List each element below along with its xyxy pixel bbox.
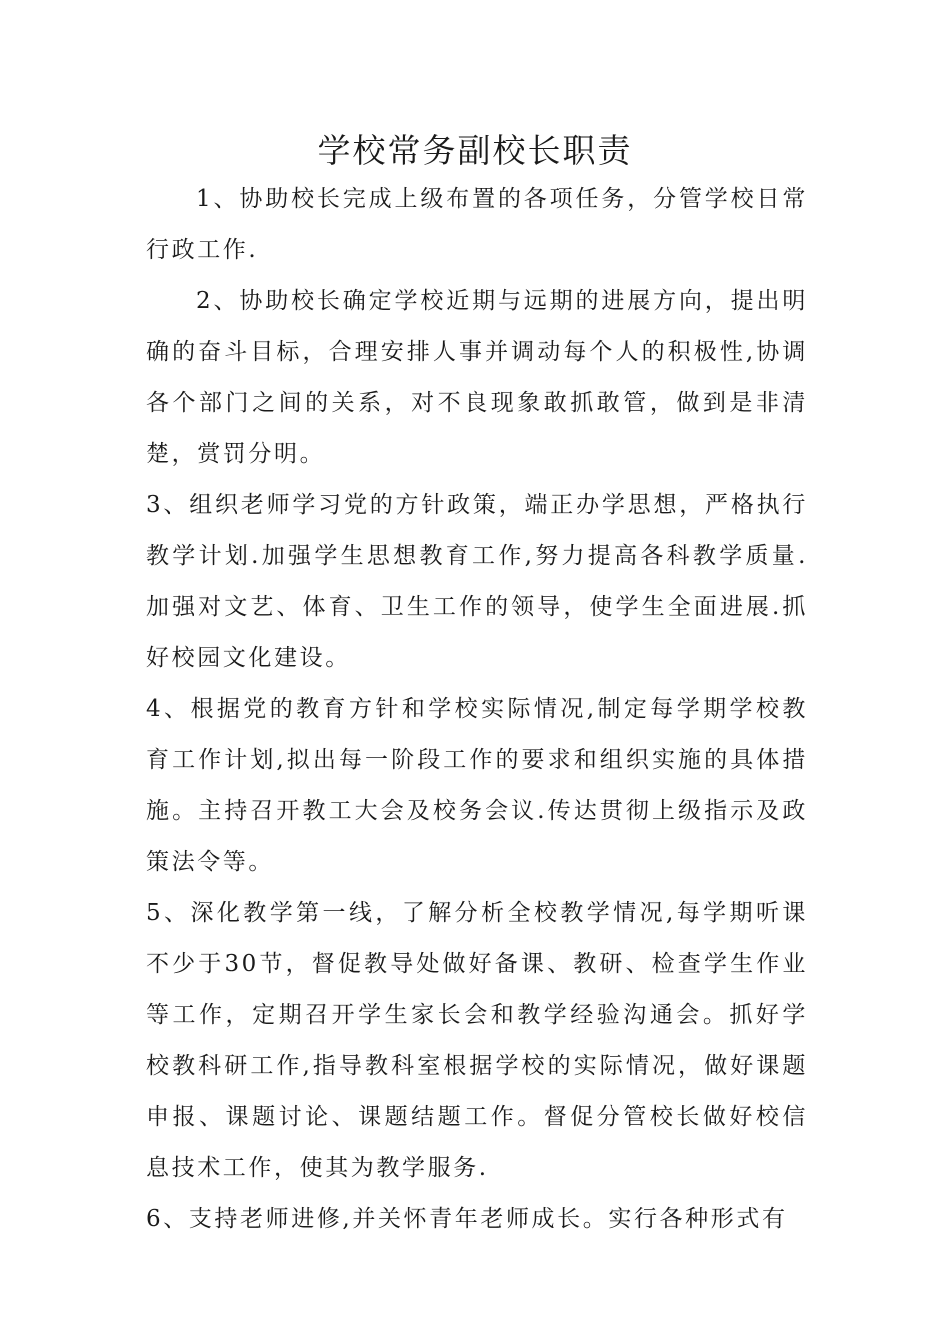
- document-title: 学校常务副校长职责: [317, 131, 633, 170]
- paragraph-2: 2、协助校长确定学校近期与远期的进展方向，提出明确的奋斗目标，合理安排人事并调动每个人的积极性,协调各个部门之间的关系，对不良现象敢抓敢管，做到是非清楚，赏罚分明。: [146, 288, 808, 467]
- paragraph-3: 3、组织老师学习党的方针政策，端正办学思想，严格执行教学计划.加强学生思想教育工作,努力提高各科教学质量.加强对文艺、体育、卫生工作的领导，使学生全面进展.抓好校园文化建设。: [146, 492, 808, 671]
- paragraph-6: 6、支持老师进修,并关怀青年老师成长。实行各种形式有: [146, 1206, 788, 1232]
- paragraph-4: 4、根据党的教育方针和学校实际情况,制定每学期学校教育工作计划,拟出每一阶段工作的要求和组织实施的具体措施。主持召开教工大会及校务会议.传达贯彻上级指示及政策法令等。: [146, 696, 808, 875]
- document-body: [146, 174, 808, 1245]
- paragraph-5: 5、深化教学第一线，了解分析全校教学情况,每学期听课不少于30节，督促教导处做好备课、教研、检查学生作业等工作，定期召开学生家长会和教学经验沟通会。抓好学校教科研工作,指导教科室根据学校的实际情况，做好课题申报、课题讨论、课题结题工作。督促分管校长做好校信息技术工作，使其为教学服务.: [146, 900, 808, 1181]
- paragraph-1: 1、协助校长完成上级布置的各项任务，分管学校日常行政工作.: [146, 186, 808, 263]
